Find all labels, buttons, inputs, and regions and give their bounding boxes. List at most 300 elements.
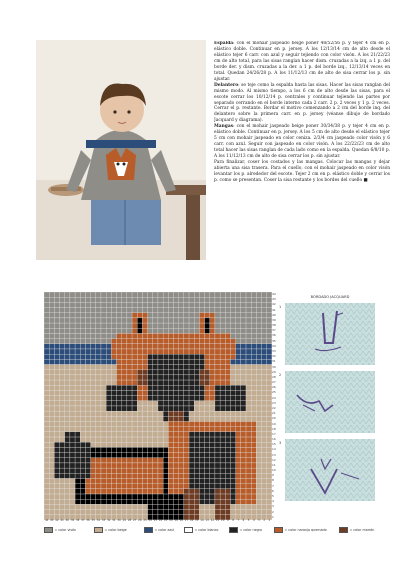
chart-cell [142,442,147,447]
chart-cell [199,468,204,473]
chart-cell [101,328,106,333]
chart-cell [54,494,59,499]
chart-cell [220,339,225,344]
chart-cell [210,427,215,432]
chart-cell [44,339,49,344]
chart-cell [194,442,199,447]
chart-cell [91,292,96,297]
chart-cell [91,504,96,509]
chart-cell [246,510,251,515]
chart-cell [49,365,54,370]
chart-cell [153,339,158,344]
chart-cell [54,390,59,395]
column-number: 5 [247,519,250,522]
chart-cell [168,422,173,427]
chart-cell [241,401,246,406]
chart-cell [236,489,241,494]
chart-cell [189,416,194,421]
chart-cell [111,349,116,354]
chart-cell [132,292,137,297]
chart-cell [54,442,59,447]
chart-cell [60,339,65,344]
chart-cell [70,478,75,483]
chart-cell [215,318,220,323]
chart-cell [153,344,158,349]
chart-cell [194,318,199,323]
chart-cell [230,510,235,515]
legend-label: = color visón [54,528,77,532]
chart-cell [199,458,204,463]
chart-cell [241,365,246,370]
chart-cell [168,349,173,354]
chart-cell [163,380,168,385]
chart-cell [199,447,204,452]
chart-cell [60,302,65,307]
chart-cell [132,432,137,437]
row-number: 40 [272,312,276,317]
chart-cell [65,453,70,458]
chart-cell [75,354,80,359]
chart-cell [49,484,54,489]
chart-cell [163,494,168,499]
legend-item [339,527,374,533]
chart-cell [174,318,179,323]
chart-cell [256,328,261,333]
chart-cell [70,339,75,344]
chart-cell [179,302,184,307]
chart-cell [137,380,142,385]
chart-cell [49,328,54,333]
chart-cell [127,453,132,458]
chart-cell [60,354,65,359]
chart-cell [262,411,267,416]
chart-cell [101,292,106,297]
chart-cell [132,302,137,307]
chart-cell [220,365,225,370]
chart-cell [179,437,184,442]
chart-cell [210,323,215,328]
chart-cell [153,422,158,427]
chart-cell [189,302,194,307]
chart-cell [215,427,220,432]
chart-cell [189,365,194,370]
chart-cell [70,494,75,499]
chart-cell [70,510,75,515]
chart-cell [111,478,116,483]
chart-cell [199,510,204,515]
chart-cell [60,437,65,442]
chart-cell [189,375,194,380]
chart-cell [137,396,142,401]
column-number: 2 [263,519,265,522]
chart-cell [241,339,246,344]
chart-cell [70,396,75,401]
chart-cell [210,380,215,385]
chart-cell [179,297,184,302]
column-number: 8 [232,519,234,522]
chart-cell [194,494,199,499]
bordado-panel-3 [279,439,375,501]
chart-cell [153,442,158,447]
chart-cell [101,494,106,499]
chart-cell [210,344,215,349]
chart-cell [101,499,106,504]
chart-cell [80,432,85,437]
chart-cell [199,349,204,354]
chart-cell [153,458,158,463]
chart-cell [142,484,147,489]
chart-cell [137,328,142,333]
chart-cell [205,385,210,390]
chart-cell [236,453,241,458]
chart-cell [96,302,101,307]
column-number: 16 [189,519,194,522]
row-number: 26 [272,385,276,390]
chart-cell [70,416,75,421]
chart-cell [174,432,179,437]
chart-cell [158,401,163,406]
chart-cell [65,458,70,463]
chart-cell [75,468,80,473]
chart-cell [215,339,220,344]
chart-cell [230,349,235,354]
chart-cell [101,437,106,442]
chart-cell [241,411,246,416]
chart-cell [220,447,225,452]
chart-cell [80,333,85,338]
chart-cell [174,463,179,468]
chart-cell [75,396,80,401]
chart-cell [117,416,122,421]
column-number: 19 [174,519,178,522]
chart-cell [184,323,189,328]
chart-cell [241,427,246,432]
chart-cell [184,401,189,406]
chart-cell [163,344,168,349]
chart-cell [205,411,210,416]
chart-cell [153,478,158,483]
chart-cell [241,349,246,354]
chart-cell [65,447,70,452]
chart-cell [246,344,251,349]
chart-cell [199,396,204,401]
chart-cell [85,401,90,406]
chart-cell [65,489,70,494]
chart-cell [111,313,116,318]
chart-cell [132,323,137,328]
chart-cell [225,510,230,515]
chart-cell [225,432,230,437]
chart-cell [101,380,106,385]
chart-cell [205,354,210,359]
column-number: 30 [117,519,121,522]
chart-cell [194,297,199,302]
chart-cell [215,504,220,509]
chart-cell [189,313,194,318]
chart-cell [60,406,65,411]
chart-cell [148,396,153,401]
chart-cell [117,359,122,364]
chart-cell [246,318,251,323]
chart-cell [75,385,80,390]
chart-cell [117,458,122,463]
chart-cell [256,427,261,432]
chart-cell [60,349,65,354]
chart-cell [230,489,235,494]
chart-cell [111,328,116,333]
chart-cell [91,344,96,349]
row-number: 18 [272,426,276,431]
chart-cell [101,313,106,318]
chart-cell [137,463,142,468]
chart-cell [122,463,127,468]
chart-cell [85,494,90,499]
chart-cell [91,422,96,427]
chart-cell [142,473,147,478]
chart-cell [179,489,184,494]
chart-cell [117,323,122,328]
chart-cell [199,375,204,380]
chart-cell [168,416,173,421]
chart-cell [241,416,246,421]
chart-cell [148,390,153,395]
chart-cell [220,489,225,494]
chart-cell [210,390,215,395]
chart-cell [158,370,163,375]
chart-cell [91,510,96,515]
chart-cell [54,370,59,375]
chart-cell [96,468,101,473]
chart-cell [148,313,153,318]
chart-cell [225,437,230,442]
chart-cell [44,313,49,318]
column-number: 34 [96,519,101,522]
chart-cell [194,375,199,380]
chart-cell [75,308,80,313]
chart-cell [189,499,194,504]
chart-cell [148,406,153,411]
chart-cell [174,344,179,349]
chart-cell [111,375,116,380]
chart-cell [220,297,225,302]
chart-cell [215,323,220,328]
section-heading: Delantero [214,82,239,88]
chart-cell [262,359,267,364]
chart-cell [132,370,137,375]
chart-cell [80,308,85,313]
chart-cell [215,489,220,494]
chart-cell [75,370,80,375]
pattern-instructions [214,41,390,265]
column-number: 39 [70,519,75,522]
chart-cell [251,468,256,473]
chart-cell [251,302,256,307]
chart-cell [210,473,215,478]
chart-cell [184,416,189,421]
chart-cell [158,385,163,390]
row-number: 8 [272,478,274,483]
chart-cell [158,473,163,478]
chart-cell [174,313,179,318]
chart-cell [60,328,65,333]
chart-cell [163,422,168,427]
chart-cell [184,458,189,463]
chart-cell [80,328,85,333]
chart-cell [44,308,49,313]
chart-cell [174,510,179,515]
chart-cell [122,365,127,370]
chart-cell [153,323,158,328]
chart-cell [241,504,246,509]
chart-cell [251,499,256,504]
chart-cell [236,354,241,359]
chart-cell [225,411,230,416]
chart-cell [241,380,246,385]
chart-cell [205,333,210,338]
chart-cell [111,411,116,416]
chart-cell [148,411,153,416]
chart-cell [163,416,168,421]
chart-cell [220,333,225,338]
chart-cell [122,406,127,411]
chart-cell [168,385,173,390]
chart-cell [101,468,106,473]
chart-cell [54,339,59,344]
chart-cell [153,427,158,432]
chart-cell [199,318,204,323]
chart-cell [199,411,204,416]
chart-cell [65,401,70,406]
legend-swatch [184,527,193,533]
chart-cell [65,416,70,421]
chart-cell [106,297,111,302]
chart-cell [44,385,49,390]
chart-cell [49,323,54,328]
chart-cell [174,385,179,390]
chart-cell [189,473,194,478]
chart-cell [117,468,122,473]
chart-cell [54,292,59,297]
chart-cell [44,302,49,307]
chart-cell [54,484,59,489]
chart-cell [184,328,189,333]
chart-cell [194,359,199,364]
chart-cell [174,370,179,375]
column-number: 41 [60,519,64,522]
chart-cell [49,318,54,323]
chart-cell [184,370,189,375]
chart-cell [132,416,137,421]
chart-cell [225,442,230,447]
chart-cell [163,385,168,390]
chart-cell [230,406,235,411]
chart-cell [117,308,122,313]
chart-cell [246,375,251,380]
chart-cell [256,302,261,307]
chart-cell [251,416,256,421]
chart-cell [163,458,168,463]
chart-cell [153,401,158,406]
chart-cell [60,427,65,432]
embroidery-stitch-diagram [285,371,375,433]
chart-cell [163,302,168,307]
chart-cell [205,365,210,370]
chart-cell [194,333,199,338]
chart-cell [210,499,215,504]
chart-cell [60,442,65,447]
chart-cell [70,333,75,338]
chart-cell [75,333,80,338]
chart-cell [60,297,65,302]
chart-cell [75,473,80,478]
chart-cell [106,422,111,427]
chart-cell [215,359,220,364]
chart-cell [96,292,101,297]
chart-cell [70,411,75,416]
chart-cell [215,416,220,421]
chart-cell [210,453,215,458]
column-number: 40 [65,519,69,522]
chart-cell [137,365,142,370]
chart-cell [194,370,199,375]
chart-cell [54,468,59,473]
chart-cell [122,422,127,427]
chart-cell [137,308,142,313]
chart-cell [96,458,101,463]
chart-cell [225,484,230,489]
chart-cell [230,396,235,401]
chart-cell [153,354,158,359]
chart-cell [106,292,111,297]
child-photo [36,40,206,260]
chart-cell [44,390,49,395]
chart-cell [127,339,132,344]
chart-cell [189,468,194,473]
chart-cell [44,318,49,323]
chart-cell [85,458,90,463]
chart-cell [122,458,127,463]
chart-cell [85,432,90,437]
chart-cell [153,333,158,338]
chart-cell [184,447,189,452]
row-number: 25 [272,390,276,395]
chart-cell [132,339,137,344]
chart-cell [122,323,127,328]
chart-cell [194,401,199,406]
chart-cell [194,427,199,432]
chart-cell [96,344,101,349]
chart-cell [111,359,116,364]
chart-cell [142,422,147,427]
chart-cell [60,453,65,458]
chart-cell [199,359,204,364]
chart-cell [142,510,147,515]
chart-cell [230,339,235,344]
chart-cell [189,390,194,395]
chart-cell [230,499,235,504]
chart-cell [70,380,75,385]
chart-cell [246,401,251,406]
legend-label: = color naranja quemado [284,528,327,532]
column-number: 29 [122,519,126,522]
chart-cell [246,478,251,483]
chart-cell [70,473,75,478]
chart-cell [137,385,142,390]
chart-cell [215,432,220,437]
chart-cell [85,390,90,395]
chart-cell [199,385,204,390]
chart-cell [91,473,96,478]
